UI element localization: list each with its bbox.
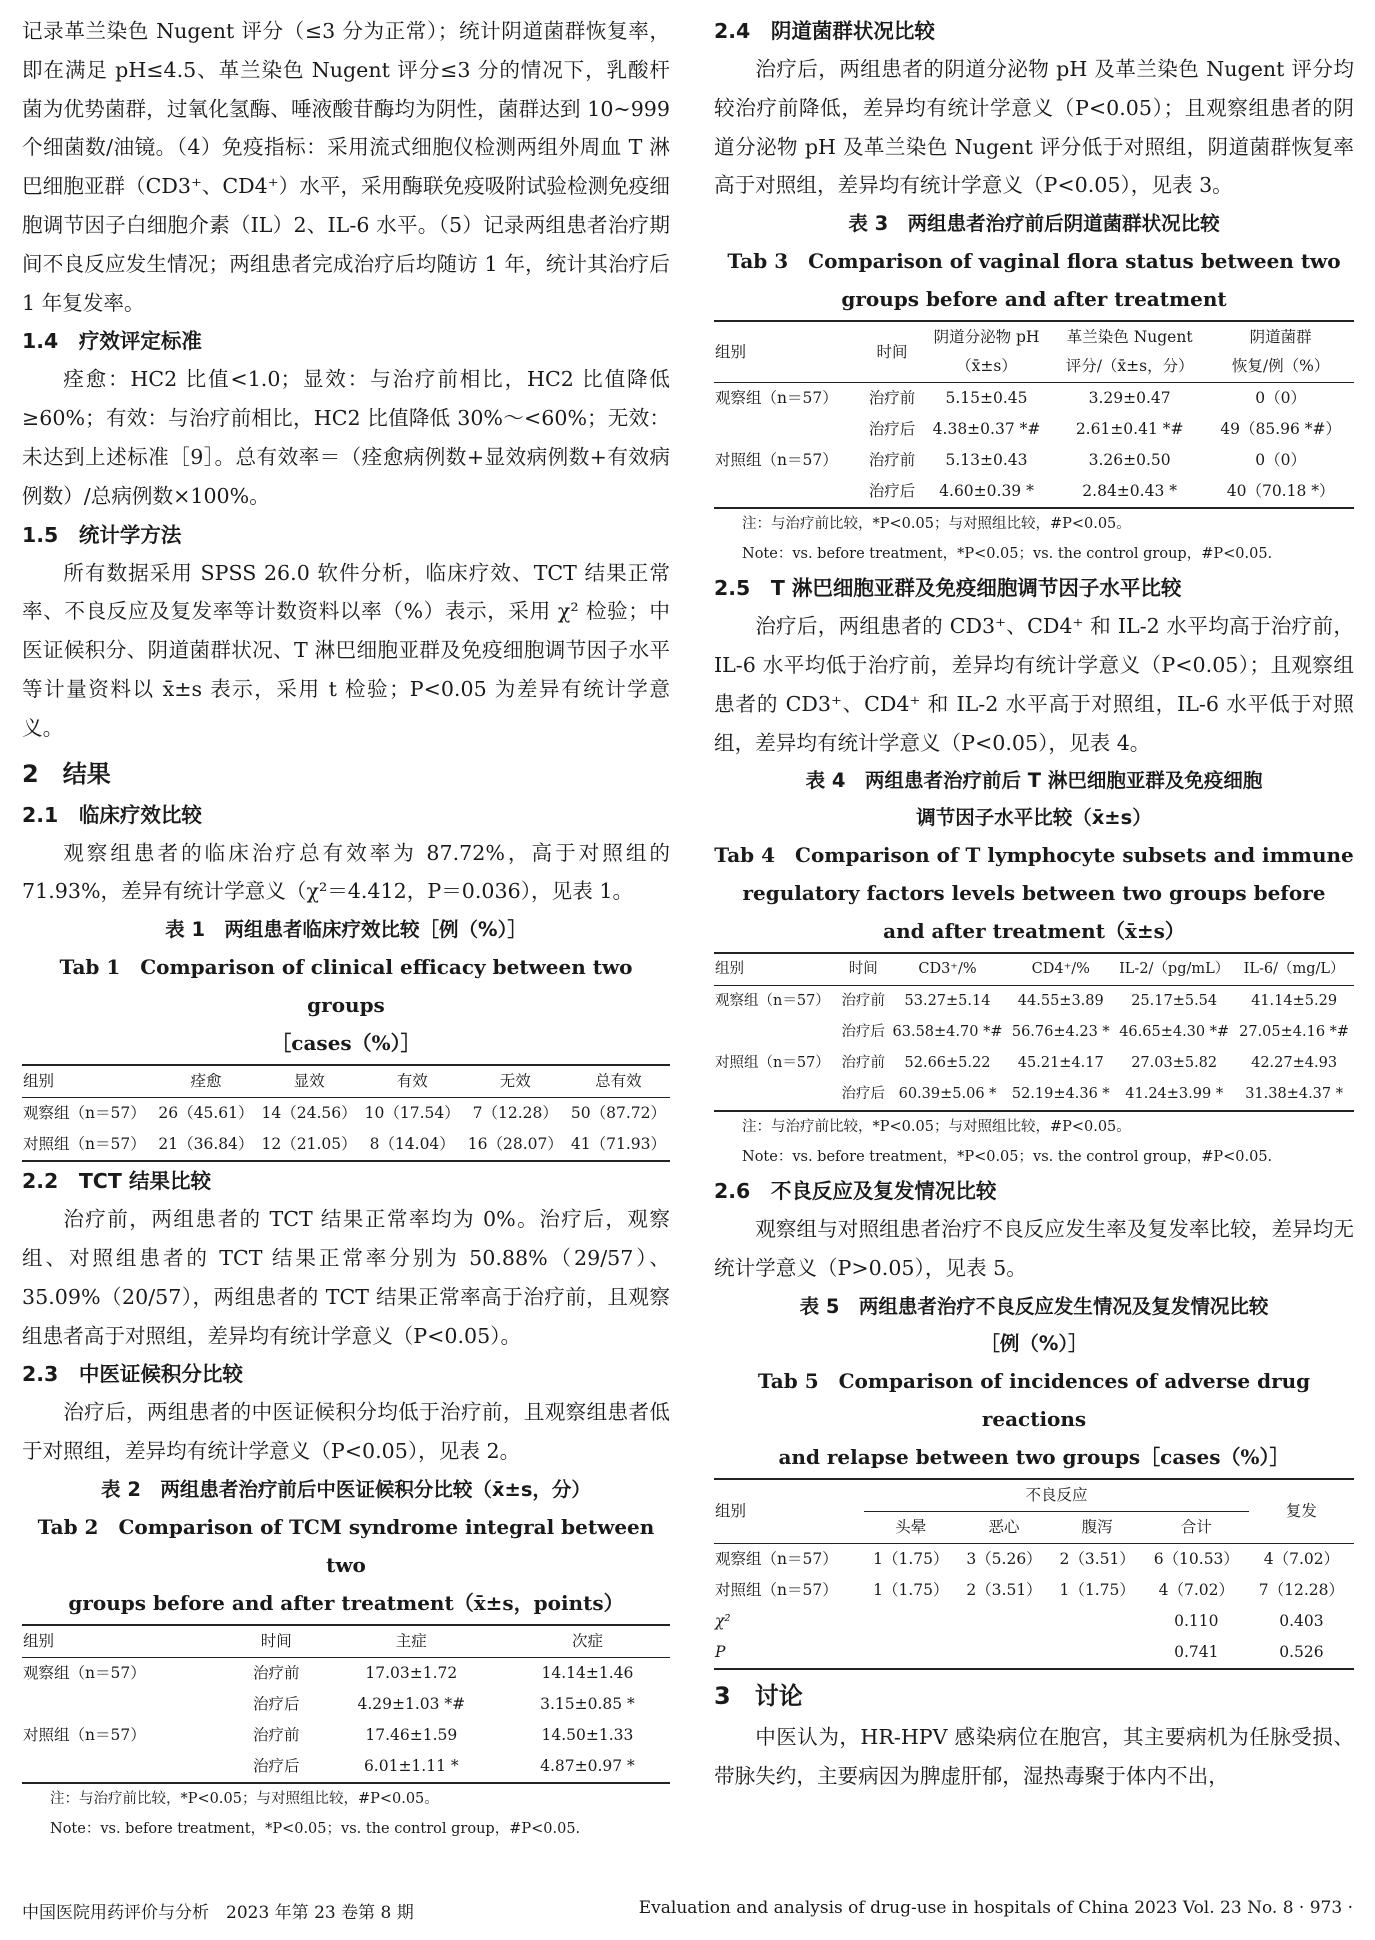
table-cell [1051, 1606, 1144, 1637]
table-cell: 21（36.84） [158, 1135, 254, 1154]
table-row [714, 414, 1354, 445]
table-cell: 4.29±1.03 *# [357, 1694, 466, 1713]
table-2-caption-en-1: Tab 2 Comparison of TCM syndrome integral between two [37, 1514, 655, 1577]
table-cell: 7（12.28） [1258, 1580, 1345, 1599]
table-cell: 0.403 [1279, 1611, 1324, 1630]
table-cell: P [715, 1642, 726, 1661]
table-row [22, 1720, 670, 1751]
table-cell: 0（0） [1255, 451, 1306, 470]
table-header-cell: 次症 [571, 1631, 603, 1650]
table-cell: 6（10.53） [1153, 1549, 1239, 1568]
table-cell: 14.14±1.46 [541, 1663, 634, 1682]
table-2-note-en: Note：vs. before treatment，*P<0.05；vs. the control group，#P<0.05. [50, 1820, 581, 1837]
table-cell: 25.17±5.54 [1131, 993, 1218, 1010]
table-cell: 对照组（n＝57） [715, 1580, 838, 1599]
table-header-cell: 总有效 [595, 1072, 642, 1091]
table-cell: 治疗后 [253, 1756, 300, 1775]
table-cell [864, 1606, 957, 1637]
header-line: 阴道分泌物 pH [933, 328, 1040, 347]
table-row [714, 1543, 1354, 1575]
table-cell: 5.13±0.43 [945, 451, 1028, 470]
table-2-note-cn: 注：与治疗前比较，*P<0.05；与对照组比较，#P<0.05。 [50, 1790, 439, 1807]
section-2-3-text: 治疗后，两组患者的中医证候积分均低于治疗前，且观察组患者低于对照组，差异均有统计学意义（P<0.05），见表 2。 [22, 1400, 670, 1464]
header-line: 革兰染色 Nugent [1066, 328, 1193, 347]
table-header-cell: IL-6/（mg/L） [1243, 961, 1345, 978]
table-cell: 3.29±0.47 [1088, 389, 1171, 408]
table-row [714, 445, 1354, 476]
table-cell: 63.58±4.70 *# [892, 1024, 1003, 1041]
table-3-note-en: Note：vs. before treatment，*P<0.05；vs. the control group，#P<0.05. [742, 546, 1273, 563]
table-cell [22, 1751, 235, 1783]
table-2 [22, 1471, 670, 1844]
left-column [22, 12, 670, 1844]
table-row [22, 1657, 670, 1689]
table-cell: 52.19±4.36 * [1011, 1086, 1110, 1103]
table-cell: 7（12.28） [472, 1104, 558, 1123]
table-header-cell: 组别 [715, 961, 744, 978]
table-cell: 5.15±0.45 [945, 389, 1028, 408]
table-cell: 治疗前 [253, 1663, 300, 1682]
table-1 [22, 911, 670, 1162]
table-cell: 治疗前 [841, 993, 886, 1010]
section-1-4-heading: 1.4 疗效评定标准 [22, 329, 202, 354]
section-2-2-text: 治疗前，两组患者的 TCT 结果正常率均为 0%。治疗后，观察组、对照组患者的 TCT 结果正常率分别为 50.88%（29/57）、35.09%（20/57），两组患者的 TCT 结果正常率高于治疗前，且观察组患者高于对照组，差异均有统计学意义（P<0.05）。 [22, 1207, 670, 1348]
table-cell: 1（1.75） [873, 1580, 949, 1599]
table-header-cell: CD3⁺/% [918, 961, 977, 978]
table-cell: 治疗后 [841, 1024, 886, 1041]
table-4-caption-cn-1: 表 4 两组患者治疗前后 T 淋巴细胞亚群及免疫细胞 [805, 769, 1263, 793]
footer-journal-cn: 中国医院用药评价与分析 2023 年第 23 卷第 8 期 [22, 1903, 414, 1923]
table-cell: 2.84±0.43 * [1082, 482, 1177, 501]
table-3-note-cn: 注：与治疗前比较，*P<0.05；与对照组比较，#P<0.05。 [742, 516, 1131, 533]
table-cell [714, 1017, 839, 1048]
section-2-5-text: 治疗后，两组患者的 CD3⁺、CD4⁺ 和 IL-2 水平均高于治疗前，IL-6 水平均低于治疗前，差异均有统计学意义（P<0.05）；且观察组患者的 CD3⁺、CD4⁺ 和 IL-2 水平高于对照组，IL-6 水平低于对照组，差异均有统计学意义（P<0.05），见表 4。 [714, 614, 1354, 755]
table-cell: 41.24±3.99 * [1125, 1086, 1224, 1103]
table-2-caption-cn: 表 2 两组患者治疗前后中医证候积分比较（x̄±s，分） [101, 1477, 591, 1501]
table-cell: 2（3.51） [1059, 1549, 1135, 1568]
table-cell: 对照组（n＝57） [23, 1725, 146, 1744]
table-3 [714, 205, 1354, 569]
table-cell [714, 414, 863, 445]
table-cell: 4.60±0.39 * [939, 482, 1034, 501]
table-header-cell: 恶心 [988, 1517, 1020, 1536]
section-2-1-heading: 2.1 临床疗效比较 [22, 802, 202, 827]
table-cell: 对照组（n＝57） [23, 1135, 146, 1154]
right-column [714, 12, 1354, 1796]
table-cell: 3（5.26） [966, 1549, 1042, 1568]
table-header-cell: IL-2/（pg/mL） [1119, 961, 1230, 978]
table-2-caption-en-2: groups before and after treatment（x̄±s，points） [68, 1590, 624, 1615]
table-3-caption-cn: 表 3 两组患者治疗前后阴道菌群状况比较 [848, 212, 1220, 236]
table-cell: 对照组（n＝57） [715, 451, 838, 470]
table-1-grid [22, 1064, 670, 1162]
table-cell: 观察组（n＝57） [715, 389, 838, 408]
table-row [714, 1079, 1354, 1111]
table-cell: 治疗前 [868, 389, 916, 408]
table-cell: 53.27±5.14 [904, 993, 991, 1010]
section-2-6-text: 观察组与对照组患者治疗不良反应发生率及复发率比较，差异均无统计学意义（P>0.05），见表 5。 [714, 1217, 1354, 1281]
table-header-cell: 不良反应 [864, 1479, 1249, 1512]
table-cell: 41（71.93） [570, 1135, 666, 1154]
table-4-note-cn: 注：与治疗前比较，*P<0.05；与对照组比较，#P<0.05。 [742, 1119, 1131, 1136]
table-cell: 治疗前 [253, 1725, 300, 1744]
table-header-cell: 显效 [293, 1072, 325, 1091]
table-3-caption-en-1: Tab 3 Comparison of vaginal flora status between two [727, 249, 1341, 274]
table-cell: 4.87±0.97 * [540, 1756, 635, 1775]
table-cell: 1（1.75） [873, 1549, 949, 1568]
table-cell: 观察组（n＝57） [715, 993, 830, 1010]
table-4-caption-cn-2: 调节因子水平比较（x̄±s） [916, 806, 1152, 830]
table-header-cell: 组别 [23, 1631, 55, 1650]
table-header-cell [921, 321, 1052, 383]
table-4-caption-en-3: and after treatment（x̄±s） [883, 919, 1185, 944]
table-4-caption-en-2: regulatory factors levels between two groups before [742, 881, 1326, 906]
table-header-cell: 头晕 [895, 1517, 927, 1536]
table-4 [714, 762, 1354, 1172]
header-line: 恢复/例（%） [1231, 357, 1330, 376]
table-cell: 14（24.56） [261, 1104, 357, 1123]
section-1-4-text: 痊愈：HC2 比值<1.0；显效：与治疗前相比，HC2 比值降低≥60%；有效：与治疗前相比，HC2 比值降低 30%～<60%；无效：未达到上述标准［9］。总有效率＝（痊愈病例数+显效病例数+有效病例数）/总病例数×100%。 [22, 367, 670, 508]
intro-paragraph: 记录革兰染色 Nugent 评分（≤3 分为正常）；统计阴道菌群恢复率，即在满足 pH≤4.5、革兰染色 Nugent 评分≤3 分的情况下，乳酸杆菌为优势菌群，过氧化氢酶、唾液酸苷酶均为阴性，菌群达到 10~999 个细菌数/油镜。（4）免疫指标：采用流式细胞仪检测两组外周血 T 淋巴细胞亚群（CD3⁺、CD4⁺）水平，采用酶联免疫吸附试验检测免疫细胞调节因子白细胞介素（IL）2、IL-6 水平。（5）记录两组患者治疗期间不良反应发生情况；两组患者完成治疗后均随访 1 年，统计其治疗后 1 年复发率。 [22, 19, 670, 315]
table-1-caption-cn: 表 1 两组患者临床疗效比较［例（%）］ [165, 918, 527, 942]
table-row [714, 476, 1354, 508]
table-header-cell: 组别 [23, 1072, 55, 1091]
section-1-5-heading: 1.5 统计学方法 [22, 522, 182, 547]
table-cell: 10（17.54） [364, 1104, 460, 1123]
section-2-5-heading: 2.5 T 淋巴细胞亚群及免疫细胞调节因子水平比较 [714, 576, 1182, 601]
table-header-cell: 组别 [715, 342, 747, 361]
table-cell [714, 476, 863, 508]
table-row [714, 1017, 1354, 1048]
table-header-cell: 有效 [396, 1072, 428, 1091]
table-cell: 4（7.02） [1158, 1580, 1234, 1599]
table-cell: 26（45.61） [158, 1104, 254, 1123]
table-cell: 4（7.02） [1263, 1549, 1340, 1568]
table-cell: 3.26±0.50 [1088, 451, 1171, 470]
table-cell [957, 1637, 1050, 1669]
table-3-grid [714, 320, 1354, 509]
table-3-caption-en-2: groups before and after treatment [841, 287, 1227, 312]
table-cell: 6.01±1.11 * [363, 1756, 459, 1775]
table-header-cell: CD4⁺/% [1031, 961, 1090, 978]
table-cell: 治疗前 [868, 451, 916, 470]
section-1-5-text: 所有数据采用 SPSS 26.0 软件分析，临床疗效、TCT 结果正常率、不良反应及复发率等计数资料以率（%）表示，采用 χ² 检验；中医证候积分、阴道菌群状况、T 淋巴细胞亚群及免疫细胞调节因子水平等计量资料以 x̄±s 表示，采用 t 检验；P<0.05 为差异有统计学意义。 [22, 560, 670, 740]
table-row [714, 383, 1354, 415]
table-cell: 1（1.75） [1059, 1580, 1135, 1599]
table-cell: 16（28.07） [467, 1135, 563, 1154]
table-cell: 45.21±4.17 [1017, 1055, 1104, 1072]
table-5-caption-cn-2: ［例（%）］ [980, 1331, 1088, 1355]
table-header-cell: 组别 [715, 1501, 747, 1520]
table-cell: 52.66±5.22 [904, 1055, 991, 1072]
table-header-cell: 复发 [1285, 1501, 1317, 1520]
table-5-grid [714, 1478, 1354, 1670]
header-line: 评分/（x̄±s，分） [1065, 357, 1194, 376]
table-header-cell: 主症 [395, 1631, 427, 1650]
table-cell [1051, 1637, 1144, 1669]
table-cell: 42.27±4.93 [1251, 1055, 1338, 1072]
table-cell: 0.110 [1174, 1611, 1219, 1630]
table-4-caption-en-1: Tab 4 Comparison of T lymphocyte subsets and immune [714, 843, 1354, 868]
table-cell: 4.38±0.37 *# [932, 420, 1041, 439]
table-row [22, 1129, 670, 1161]
table-row [22, 1689, 670, 1720]
section-2-4-heading: 2.4 阴道菌群状况比较 [714, 19, 935, 43]
table-cell: 8（14.04） [369, 1135, 455, 1154]
header-line: 阴道菌群 [1249, 328, 1312, 347]
table-cell [714, 1079, 839, 1111]
table-row [714, 1048, 1354, 1079]
table-cell: 0（0） [1255, 389, 1306, 408]
table-cell: 对照组（n＝57） [715, 1055, 830, 1072]
header-line: （x̄±s） [956, 357, 1017, 376]
table-4-grid [714, 952, 1354, 1112]
table-cell: 31.38±4.37 * [1245, 1086, 1343, 1103]
table-cell: 41.14±5.29 [1251, 993, 1338, 1010]
table-header-cell: 时间 [848, 961, 878, 978]
table-cell [864, 1637, 957, 1669]
table-cell: 3.15±0.85 * [540, 1694, 635, 1713]
table-cell: 治疗后 [841, 1086, 886, 1103]
table-cell: 56.76±4.23 * [1011, 1024, 1110, 1041]
table-cell: 治疗后 [253, 1694, 300, 1713]
table-cell: 27.03±5.82 [1131, 1055, 1218, 1072]
section-3-text: 中医认为，HR-HPV 感染病位在胞宫，其主要病机为任脉受损、带脉失约，主要病因为脾虚肝郁，湿热毒聚于体内不出， [714, 1724, 1354, 1788]
table-cell [22, 1689, 235, 1720]
table-cell: 49（85.96 *#） [1220, 420, 1342, 439]
table-cell [957, 1606, 1050, 1637]
table-row [22, 1751, 670, 1783]
table-cell: 46.65±4.30 *# [1119, 1024, 1230, 1041]
table-header-cell: 无效 [499, 1072, 531, 1091]
table-2-grid [22, 1624, 670, 1784]
table-cell: χ² [715, 1611, 731, 1630]
table-header-cell: 时间 [260, 1631, 292, 1650]
table-cell: 44.55±3.89 [1017, 993, 1104, 1010]
table-cell: 17.46±1.59 [365, 1725, 458, 1744]
table-header-cell: 时间 [876, 342, 908, 361]
table-cell: 60.39±5.06 * [898, 1086, 997, 1103]
table-cell: 12（21.05） [261, 1135, 357, 1154]
table-cell: 观察组（n＝57） [23, 1104, 146, 1123]
table-cell: 治疗前 [841, 1055, 886, 1072]
table-header-cell: 痊愈 [190, 1072, 222, 1091]
table-cell: 0.741 [1174, 1642, 1219, 1661]
table-5 [714, 1288, 1354, 1670]
table-4-note-en: Note：vs. before treatment，*P<0.05；vs. the control group，#P<0.05. [742, 1149, 1273, 1166]
section-2-4-text: 治疗后，两组患者的阴道分泌物 pH 及革兰染色 Nugent 评分均较治疗前降低，差异均有统计学意义（P<0.05）；且观察组患者的阴道分泌物 pH 及革兰染色 Nugent 评分低于对照组，阴道菌群恢复率高于对照组，差异均有统计学意义（P<0.05），见表 3。 [714, 57, 1354, 198]
table-header-cell [1207, 321, 1354, 383]
table-cell: 观察组（n＝57） [23, 1663, 146, 1682]
section-2-3-heading: 2.3 中医证候积分比较 [22, 1362, 243, 1387]
section-2-1-text: 观察组患者的临床治疗总有效率为 87.72%，高于对照组的 71.93%，差异有统计学意义（χ²＝4.412，P＝0.036），见表 1。 [22, 840, 670, 904]
section-2-6-heading: 2.6 不良反应及复发情况比较 [714, 1179, 997, 1204]
table-cell: 17.03±1.72 [365, 1663, 458, 1682]
table-row [22, 1098, 670, 1130]
table-5-caption-cn-1: 表 5 两组患者治疗不良反应发生情况及复发情况比较 [799, 1294, 1269, 1318]
table-5-caption-en-2: and relapse between two groups［cases（%）］ [778, 1444, 1290, 1469]
table-header-cell: 腹泻 [1081, 1517, 1113, 1536]
section-2-2-heading: 2.2 TCT 结果比较 [22, 1169, 211, 1194]
table-row [714, 1606, 1354, 1637]
table-row [714, 986, 1354, 1018]
section-3-heading: 3 讨论 [714, 1681, 803, 1710]
table-cell: 40（70.18 *） [1226, 482, 1335, 501]
table-1-caption-en-1: Tab 1 Comparison of clinical efficacy between two groups [59, 955, 633, 1018]
table-cell: 27.05±4.16 *# [1239, 1024, 1350, 1041]
footer-journal-en: Evaluation and analysis of drug-use in hospitals of China 2023 Vol. 23 No. 8 · 973 · [638, 1898, 1353, 1918]
section-2-heading: 2 结果 [22, 759, 111, 788]
table-cell: 50（87.72） [570, 1104, 666, 1123]
table-cell: 14.50±1.33 [541, 1725, 634, 1744]
table-cell: 观察组（n＝57） [715, 1549, 838, 1568]
table-cell: 2（3.51） [966, 1580, 1042, 1599]
table-cell: 2.61±0.41 *# [1075, 420, 1184, 439]
table-row [714, 1637, 1354, 1669]
table-cell: 治疗后 [868, 420, 916, 439]
table-5-caption-en-1: Tab 5 Comparison of incidences of adverse drug reactions [757, 1368, 1311, 1431]
table-row [714, 1575, 1354, 1606]
table-header-cell: 合计 [1180, 1517, 1212, 1536]
table-header-cell [1052, 321, 1207, 383]
table-cell: 0.526 [1279, 1642, 1324, 1661]
table-1-caption-en-2: ［cases（%）］ [271, 1031, 421, 1056]
table-cell: 治疗后 [868, 482, 916, 501]
